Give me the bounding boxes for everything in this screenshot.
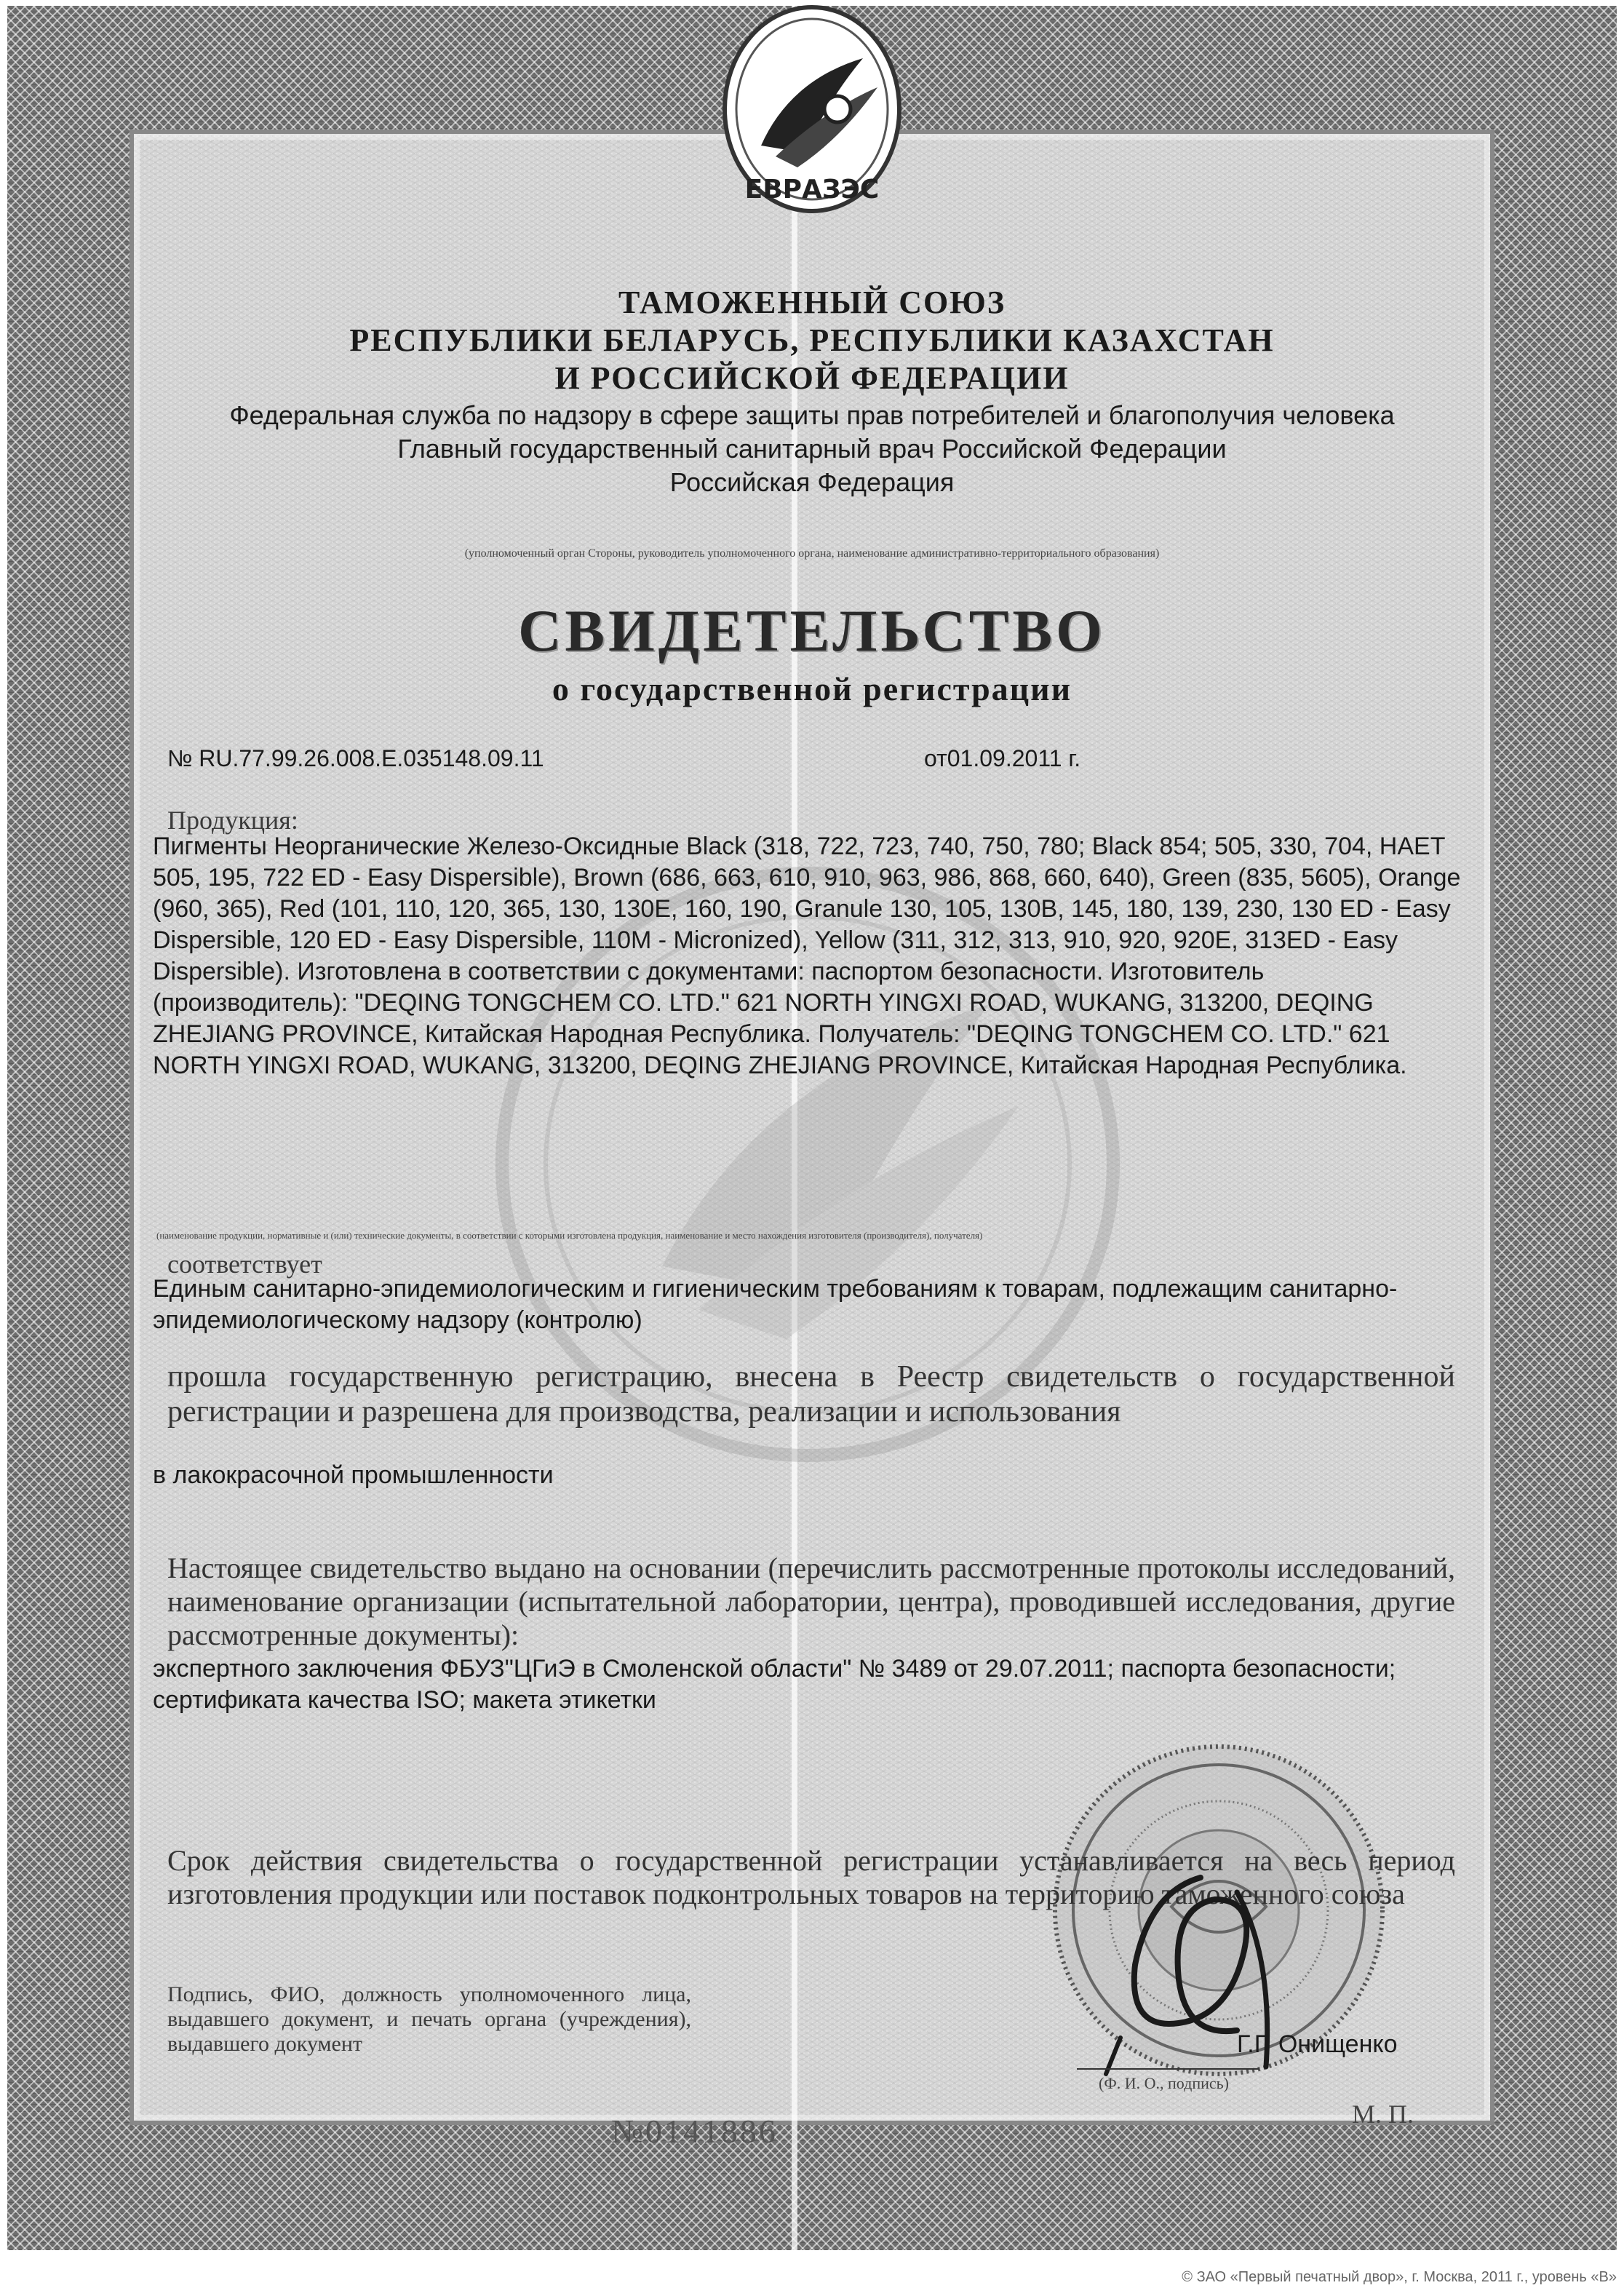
agency-line-1: Федеральная служба по надзору в сфере защиты прав потребителей и благополучия человека xyxy=(229,400,1395,430)
validity-statement: Срок действия свидетельства о государственной регистрации устанавливается на весь период изготовления продукции или поставок подконтрольных товаров на территорию таможенного союза xyxy=(167,1844,1455,1910)
conformity-requirements: Единым санитарно-эпидемиологическим и гигиеническим требованиям к товарам, подлежащим санитарно-эпидемиологическому надзору (контролю) xyxy=(153,1275,1398,1334)
basis-statement: Настоящее свидетельство выдано на основании (перечислить рассмотренные протоколы исследований, наименование организации (испытательной лаборатории, центра), проводившей исследования, другие рассмотренные документы): xyxy=(167,1552,1455,1651)
conformity-label: соответствует xyxy=(167,1250,322,1279)
document-subtitle: о государственной регистрации xyxy=(552,670,1072,707)
registration-date: от01.09.2011 г. xyxy=(924,745,1081,771)
agency-line-2: Главный государственный санитарный врач Российской Федерации xyxy=(397,434,1227,464)
svg-text:ЕВРАЗЭС: ЕВРАЗЭС xyxy=(744,175,880,204)
form-serial-number: №0141886 xyxy=(611,2113,778,2150)
registry-statement: прошла государственную регистрацию, внесена в Реестр свидетельств о государственной регистрации и разрешена для производства, реализации и использования xyxy=(167,1360,1455,1429)
basis-documents: экспертного заключения ФБУЗ"ЦГиЭ в Смоленской области" № 3489 от 29.07.2011; паспорта безопасности; сертификата качества ISO; макета этикетки xyxy=(153,1655,1396,1714)
printer-footer: © ЗАО «Первый печатный двор», г. Москва, 2011 г., уровень «В» xyxy=(1182,2269,1617,2285)
authority-caption: (уполномоченный орган Стороны, руководитель уполномоченного органа, наименование административно-территориального образования) xyxy=(464,547,1160,560)
union-title-line-2: РЕСПУБЛИКИ БЕЛАРУСЬ, РЕСПУБЛИКИ КАЗАХСТАН xyxy=(349,322,1275,358)
customs-union-title xyxy=(0,284,1624,397)
registration-number: № RU.77.99.26.008.Е.035148.09.11 xyxy=(167,745,544,771)
signature-caption: Подпись, ФИО, должность уполномоченного лица, выдавшего документ, и печать органа (учреждения), выдавшего документ xyxy=(167,1982,691,2056)
agency-line-3: Российская Федерация xyxy=(669,467,955,497)
signature-line xyxy=(1077,2068,1259,2070)
product-description: Пигменты Неорганические Железо-Оксидные Black (318, 722, 723, 740, 750, 780; Black 854; 505, 330, 704, HAET 505, 195, 722 ED - Easy Dispersible), Brown (686, 663, 610, 910, 963, 986, 868, 660, 640), Green (835, 5605), Orange (960, 365), Red (101, 110, 120, 365, 130, 130E, 160, 190, Granule 130, 105, 130B, 145, 180, 139, 230, 130 ED - Easy Dispersible, 120 ED - Easy Dispersible, 110M - Micronized), Yellow (311, 312, 313, 910, 920, 920E, 313ED - Easy Dispersible). Изготовлена в соответствии с документами: паспортом безопасности. Изготовитель (производитель): "DEQING TONGCHEM CO. LTD." 621 NORTH YINGXI ROAD, WUKANG, 313200, DEQING ZHEJIANG PROVINCE, Китайская Народная Республика. Получатель: "DEQING TONGCHEM CO. LTD." 621 NORTH YINGXI ROAD, WUKANG, 313200, DEQING ZHEJIANG PROVINCE, Китайская Народная Республика. xyxy=(153,833,1461,1079)
signature-sub-caption: (Ф. И. О., подпись) xyxy=(1099,2074,1229,2092)
signer-name: Г.Г. Онищенко xyxy=(1237,2030,1398,2058)
product-caption: (наименование продукции, нормативные и (или) технические документы, в соответствии с которыми изготовлена продукция, наименование и место нахождения изготовителя (производителя), получателя) xyxy=(156,1230,983,1241)
union-title-line-1: ТАМОЖЕННЫЙ СОЮЗ xyxy=(618,285,1006,320)
product-label: Продукция: xyxy=(167,806,298,835)
stamp-place-mark: М. П. xyxy=(1352,2100,1414,2129)
usage-area: в лакокрасочной промышленности xyxy=(153,1461,554,1489)
issuing-agency xyxy=(0,399,1624,499)
document-title: СВИДЕТЕЛЬСТВО xyxy=(518,597,1106,664)
union-title-line-3: И РОССИЙСКОЙ ФЕДЕРАЦИИ xyxy=(554,360,1070,396)
eurasec-emblem xyxy=(681,0,943,247)
